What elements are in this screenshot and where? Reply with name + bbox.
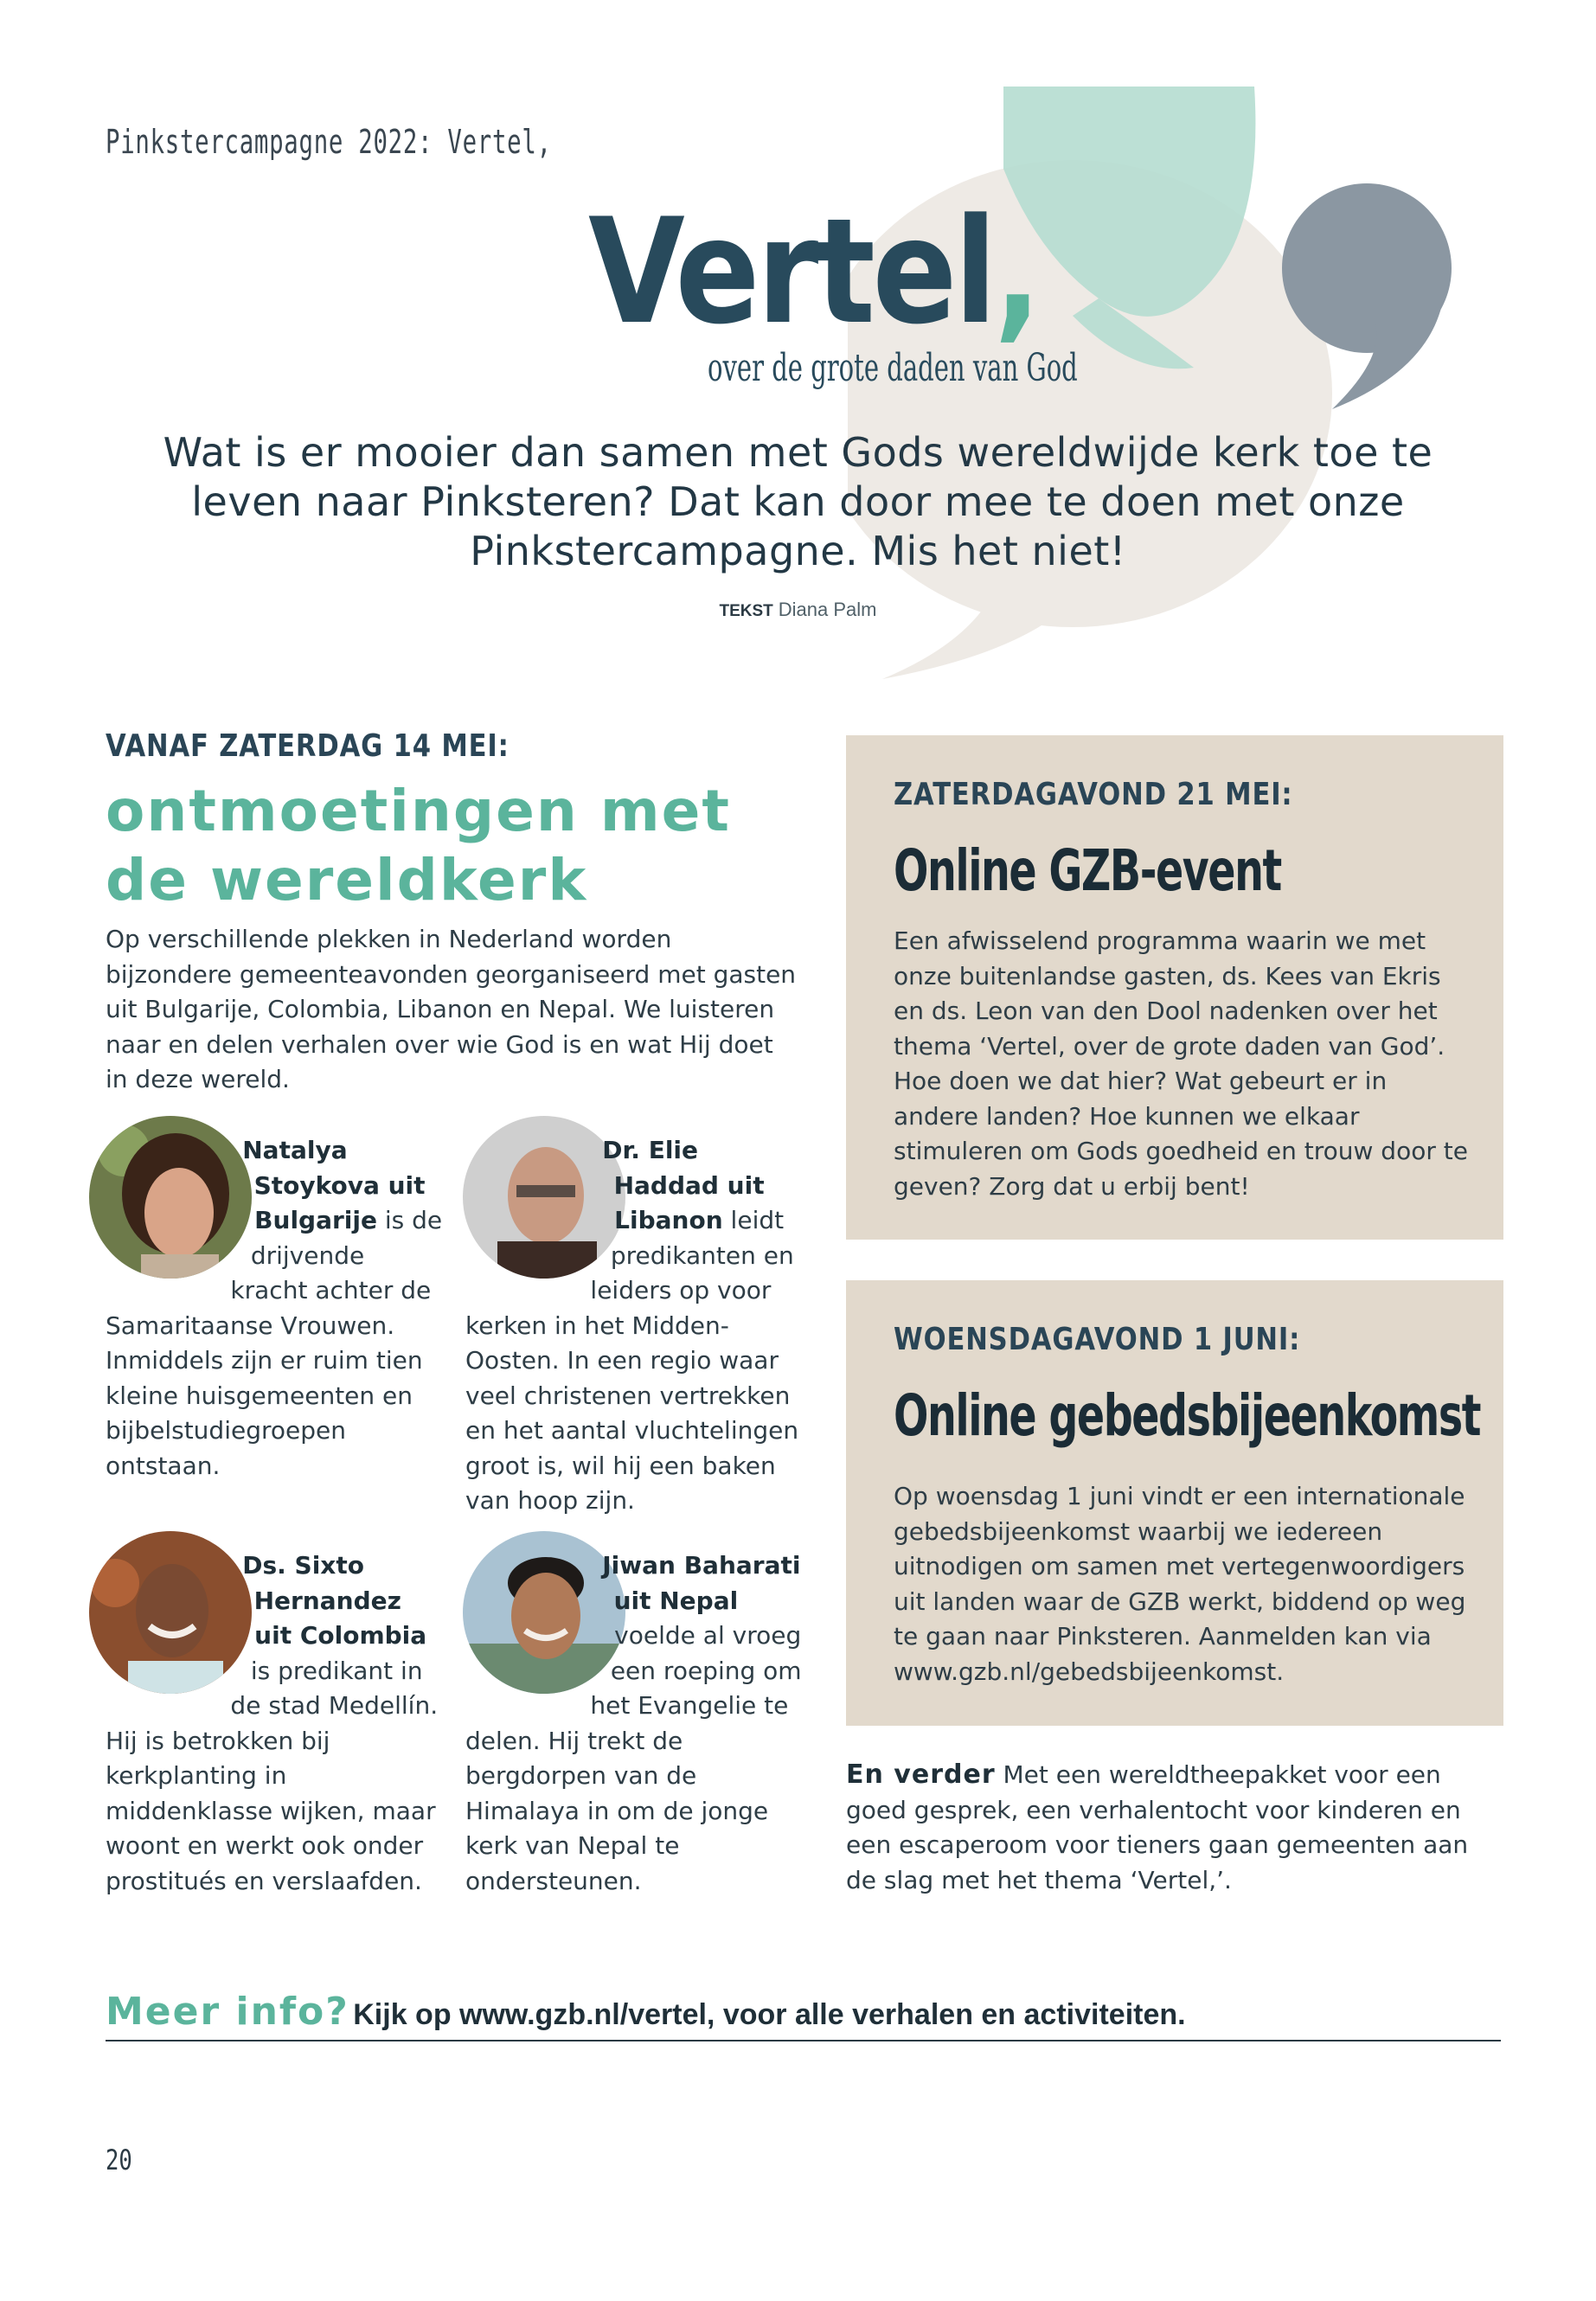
person-sixto-text: is predikant in de stad Medellín. Hij is betrokken bij kerkplanting in middenklasse wijken, maar woont en werkt ook onder prostitués en verslaafden. bbox=[106, 1656, 439, 1895]
person-natalya bbox=[106, 1133, 443, 1484]
left-section-heading: ontmoetingen met de wereldkerk bbox=[106, 778, 731, 913]
box-online-event-body: Een afwisselend programma waarin we met onze buitenlandse gasten, ds. Kees van Ekris en ds. Leon van den Dool nadenken over het thema ‘Vertel, over de grote daden van God’. Hoe doen we dat hier? Wat gebeurt er in andere landen? Hoe kunnen we elkaar stimuleren om Gods goedheid en trouw door te geven? Zorg dat u erbij bent! bbox=[894, 926, 1468, 1201]
logo-subtitle: over de grote daden van God bbox=[708, 346, 1078, 390]
person-elie bbox=[465, 1133, 807, 1519]
logo-title bbox=[588, 187, 1039, 356]
credit-label: TEKST bbox=[719, 602, 773, 620]
person-natalya-text: is de drijvende kracht achter de Samaritaanse Vrouwen. Inmiddels zijn er ruim tien kleine huisgemeenten en bijbelstudiegroepen ontstaan. bbox=[106, 1206, 443, 1480]
more-info-link[interactable]: Kijk op www.gzb.nl/vertel, voor alle verhalen en activiteiten. bbox=[353, 1998, 1186, 2031]
intro-text: Wat is er mooier dan samen met Gods wereldwijde kerk toe te leven naar Pinksteren? Dat kan door mee te doen met onze Pinkstercampagne. Mis het niet! bbox=[163, 429, 1433, 574]
more-info bbox=[106, 1990, 1186, 2034]
more-info-label: Meer info? bbox=[106, 1990, 349, 2034]
box-online-event-label: ZATERDAGAVOND 21 MEI: bbox=[894, 777, 1293, 812]
person-jiwan-text: voelde al vroeg een roeping om het Evangelie te delen. Hij trekt de bergdorpen van de Himalaya in om de jonge kerk van Nepal te ondersteunen. bbox=[465, 1621, 802, 1895]
en-verder-text: Met een wereldtheepakket voor een goed gesprek, een verhalentocht voor kinderen en een escaperoom voor tieners gaan gemeenten aan de slag met het thema ‘Vertel,’. bbox=[846, 1760, 1469, 1894]
person-sixto-name: Ds. Sixto Hernandez uit Colombia bbox=[242, 1551, 427, 1650]
logo-comma-icon: , bbox=[994, 187, 1039, 356]
person-elie-name: Dr. Elie Haddad uit Libanon bbox=[602, 1136, 765, 1234]
divider bbox=[106, 2040, 1501, 2041]
credit bbox=[0, 599, 1596, 621]
left-section-body: Op verschillende plekken in Nederland worden bijzondere gemeenteavonden georganiseerd met gasten uit Bulgarije, Colombia, Libanon en Nepal. We luisteren naar en delen verhalen over wie God is en wat Hij doet in deze wereld. bbox=[106, 925, 797, 1093]
logo-title-text: Vertel bbox=[588, 187, 995, 356]
page-number: 20 bbox=[106, 2144, 132, 2176]
box-online-event-title: Online GZB-event bbox=[894, 837, 1281, 904]
box-prayer-meeting-title: Online gebedsbijeenkomst bbox=[894, 1382, 1481, 1449]
credit-name: Diana Palm bbox=[778, 599, 877, 620]
box-prayer-meeting-body: Op woensdag 1 juni vindt er een internationale gebedsbijeenkomst waarbij we iedereen uitnodigen om samen met vertegenwoordigers uit landen waar de GZB werkt, biddend op weg te gaan naar Pinksteren. Aanmelden kan via www.gzb.nl/gebedsbijeenkomst. bbox=[894, 1482, 1466, 1686]
person-jiwan-name: Jiwan Baharati uit Nepal bbox=[602, 1551, 801, 1615]
person-elie-text: leidt predikanten en leiders op voor kerken in het Midden-Oosten. In een regio waar veel christenen vertrekken en het aantal vluchtelingen groot is, wil hij een baken van hoop zijn. bbox=[465, 1206, 799, 1515]
en-verder-label: En verder bbox=[846, 1759, 996, 1790]
person-sixto bbox=[106, 1548, 443, 1899]
box-prayer-meeting-label: WOENSDAGAVOND 1 JUNI: bbox=[894, 1322, 1301, 1357]
left-section-label: VANAF ZATERDAG 14 MEI: bbox=[106, 728, 510, 764]
box-prayer-meeting bbox=[846, 1280, 1503, 1726]
en-verder bbox=[846, 1758, 1486, 1898]
person-natalya-name: Natalya Stoykova uit Bulgarije bbox=[242, 1136, 426, 1234]
kicker: Pinkstercampagne 2022: Vertel, bbox=[106, 123, 552, 161]
person-jiwan bbox=[465, 1548, 807, 1899]
box-online-event bbox=[846, 735, 1503, 1240]
